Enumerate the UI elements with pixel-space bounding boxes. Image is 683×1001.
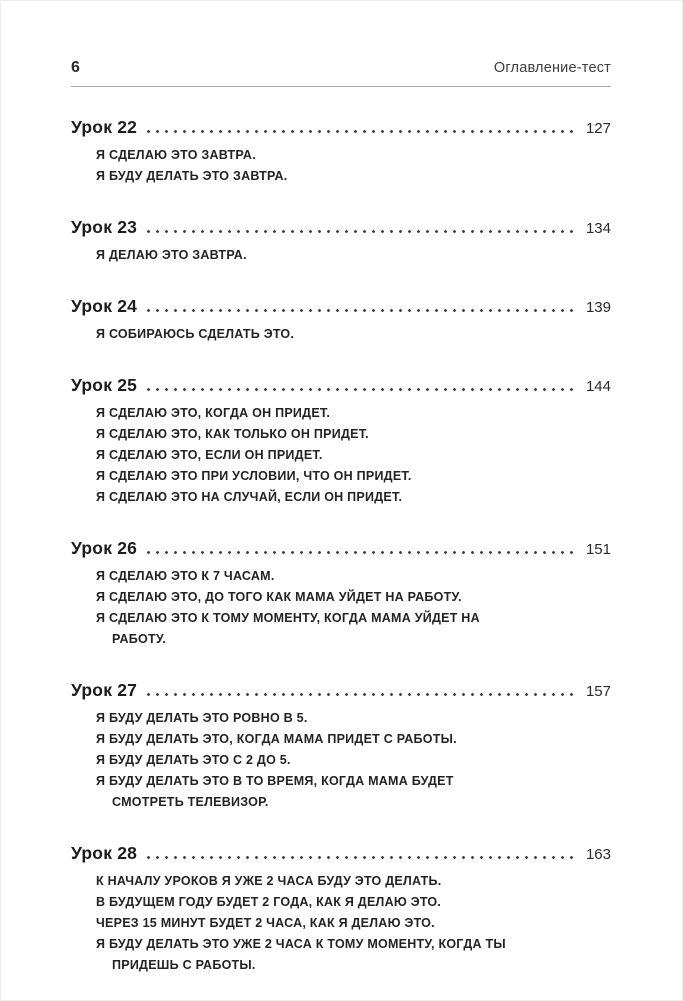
toc-lesson-row [71, 680, 611, 701]
lesson-page-number: 139 [585, 299, 611, 316]
lesson-item: Я СДЕЛАЮ ЭТО, КАК ТОЛЬКО ОН ПРИДЕТ. [96, 427, 369, 441]
toc-lesson-row [71, 538, 611, 559]
lesson-title: Урок 26 [71, 538, 138, 558]
lesson-items [96, 708, 528, 813]
lesson-item: В БУДУЩЕМ ГОДУ БУДЕТ 2 ГОДА, КАК Я ДЕЛАЮ ЭТО. [96, 895, 442, 909]
lesson-item: Я СДЕЛАЮ ЭТО, КОГДА ОН ПРИДЕТ. [96, 406, 331, 420]
dotted-leader [147, 130, 574, 133]
lesson-item: Я СДЕЛАЮ ЭТО ЗАВТРА. [96, 148, 256, 162]
toc-lesson-row [71, 296, 611, 317]
lesson-title: Урок 27 [71, 680, 138, 700]
lesson-items [96, 245, 528, 266]
lesson-item: Я ДЕЛАЮ ЭТО ЗАВТРА. [96, 248, 247, 262]
header-rule [71, 86, 611, 87]
lesson-page-number: 157 [585, 683, 611, 700]
folio-page-number: 6 [71, 59, 80, 76]
toc-lesson-block [71, 680, 611, 813]
lesson-item: Я БУДУ ДЕЛАТЬ ЭТО С 2 ДО 5. [96, 753, 291, 767]
lesson-title: Урок 25 [71, 375, 138, 395]
lesson-item: Я БУДУ ДЕЛАТЬ ЭТО, КОГДА МАМА ПРИДЕТ С РАБОТЫ. [96, 732, 457, 746]
lesson-item: Я БУДУ ДЕЛАТЬ ЭТО РОВНО В 5. [96, 711, 308, 725]
toc-list [71, 117, 611, 976]
toc-lesson-block [71, 843, 611, 976]
dotted-leader [147, 551, 574, 554]
toc-lesson-row [71, 375, 611, 396]
lesson-title: Урок 22 [71, 117, 138, 137]
lesson-item: Я СДЕЛАЮ ЭТО, ЕСЛИ ОН ПРИДЕТ. [96, 448, 323, 462]
lesson-item: ЧЕРЕЗ 15 МИНУТ БУДЕТ 2 ЧАСА, КАК Я ДЕЛАЮ ЭТО. [96, 916, 435, 930]
lesson-item: Я СДЕЛАЮ ЭТО ПРИ УСЛОВИИ, ЧТО ОН ПРИДЕТ. [96, 469, 412, 483]
book-page [1, 1, 682, 1000]
toc-lesson-block [71, 375, 611, 508]
toc-lesson-row [71, 217, 611, 238]
dotted-leader [147, 230, 574, 233]
lesson-item: Я СДЕЛАЮ ЭТО НА СЛУЧАЙ, ЕСЛИ ОН ПРИДЕТ. [96, 490, 403, 504]
lesson-items [96, 403, 528, 508]
lesson-item: Я СДЕЛАЮ ЭТО, ДО ТОГО КАК МАМА УЙДЕТ НА РАБОТУ. [96, 590, 462, 604]
lesson-item: Я СОБИРАЮСЬ СДЕЛАТЬ ЭТО. [96, 327, 295, 341]
dotted-leader [147, 693, 574, 696]
lesson-item: Я БУДУ ДЕЛАТЬ ЭТО УЖЕ 2 ЧАСА К ТОМУ МОМЕНТУ, КОГДА ТЫ ПРИДЕШЬ С РАБОТЫ. [96, 937, 506, 972]
lesson-item: Я СДЕЛАЮ ЭТО К 7 ЧАСАМ. [96, 569, 275, 583]
lesson-title: Урок 24 [71, 296, 138, 316]
lesson-items [96, 324, 528, 345]
lesson-item: Я БУДУ ДЕЛАТЬ ЭТО В ТО ВРЕМЯ, КОГДА МАМА БУДЕТ СМОТРЕТЬ ТЕЛЕВИЗОР. [96, 774, 454, 809]
lesson-item: Я БУДУ ДЕЛАТЬ ЭТО ЗАВТРА. [96, 169, 288, 183]
lesson-item: Я СДЕЛАЮ ЭТО К ТОМУ МОМЕНТУ, КОГДА МАМА УЙДЕТ НА РАБОТУ. [96, 611, 480, 646]
lesson-items [96, 145, 528, 187]
dotted-leader [147, 309, 574, 312]
toc-lesson-block [71, 217, 611, 266]
lesson-items [96, 566, 528, 650]
toc-lesson-block [71, 117, 611, 187]
lesson-page-number: 151 [585, 541, 611, 558]
lesson-title: Урок 23 [71, 217, 138, 237]
lesson-item: К НАЧАЛУ УРОКОВ Я УЖЕ 2 ЧАСА БУДУ ЭТО ДЕЛАТЬ. [96, 874, 442, 888]
toc-lesson-block [71, 296, 611, 345]
lesson-page-number: 144 [585, 378, 611, 395]
lesson-items [96, 871, 528, 976]
running-header [71, 59, 611, 77]
lesson-page-number: 134 [585, 220, 611, 237]
lesson-page-number: 127 [585, 120, 611, 137]
lesson-page-number: 163 [585, 846, 611, 863]
toc-lesson-block [71, 538, 611, 650]
toc-lesson-row [71, 117, 611, 138]
running-header-title: Оглавление-тест [493, 60, 611, 76]
dotted-leader [147, 856, 574, 859]
toc-lesson-row [71, 843, 611, 864]
dotted-leader [147, 388, 574, 391]
lesson-title: Урок 28 [71, 843, 138, 863]
